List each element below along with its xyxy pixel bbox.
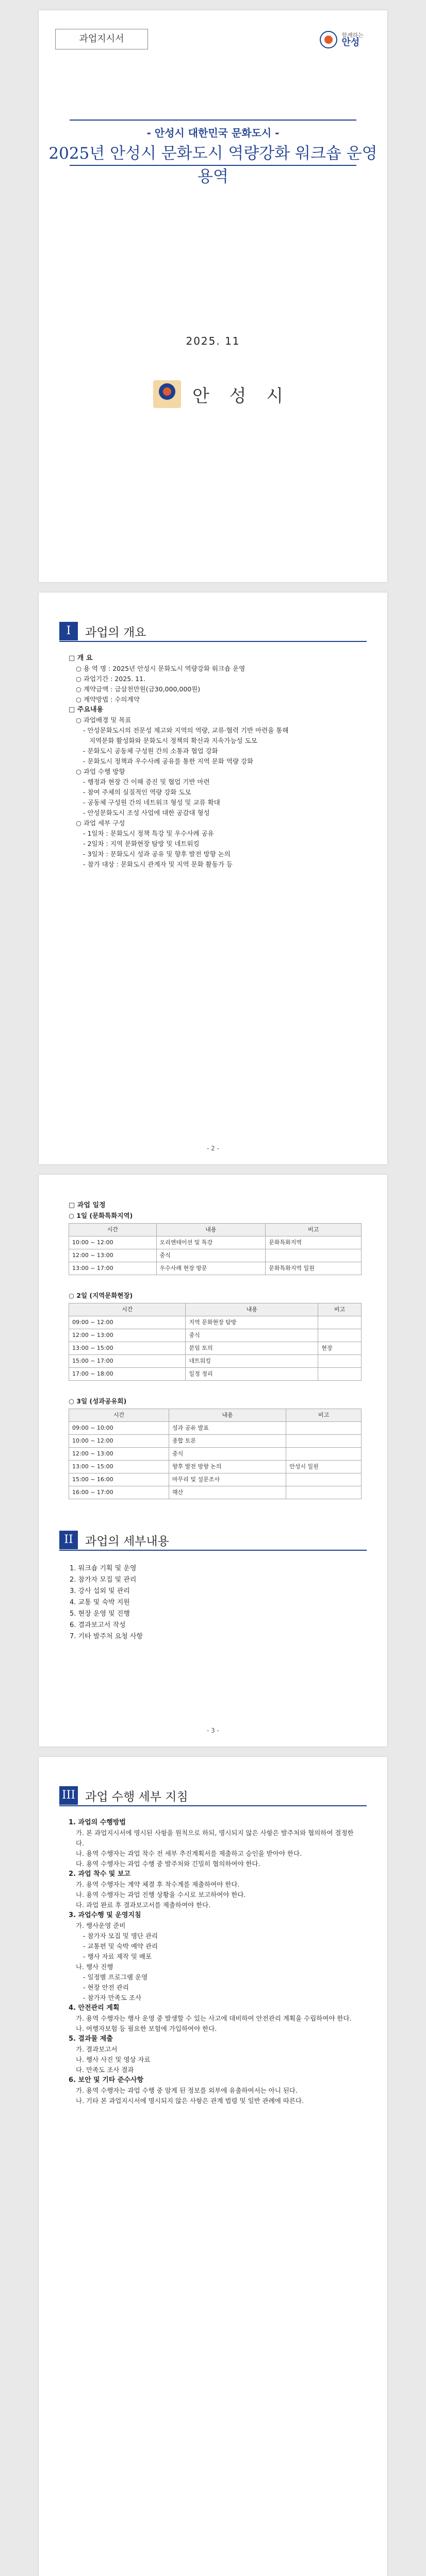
table-row [69, 1329, 362, 1342]
table-header-cell: 내용 [169, 1409, 286, 1422]
table-cell [286, 1473, 362, 1486]
day1-table [69, 1223, 362, 1275]
table-header-cell: 시간 [69, 1409, 169, 1422]
table-cell: 종합 토론 [169, 1435, 286, 1448]
day2-heading: ○ 2일 (지역문화현장) [69, 1292, 133, 1299]
body-line: 6. 보안 및 기타 준수사항 [69, 2076, 144, 2084]
body-line: 나. 용역 수행자는 과업 진행 상황을 수시로 보고하여야 한다. [76, 1891, 246, 1899]
table-header-cell: 내용 [186, 1303, 318, 1316]
table-cell: 향후 발전 방향 논의 [169, 1461, 286, 1473]
body-line: 4. 안전관리 계획 [69, 2004, 120, 2012]
logo-top-text: 함께하는 [341, 32, 364, 39]
table-header-row [69, 1409, 362, 1422]
table-cell: 일정 정리 [186, 1368, 318, 1381]
body-line: - 문화도시 정책과 우수사례 공유를 통한 지역 문화 역량 강화 [83, 757, 254, 765]
body-line: - 행사 자료 제작 및 배포 [83, 1953, 152, 1960]
body-line: ○ 과업 수행 방향 [76, 768, 125, 775]
cover-date: 2025. 11 [186, 335, 240, 347]
page-number: - 2 - [207, 1145, 219, 1152]
body-line: ○ 과업기간 : 2025. 11. [76, 675, 145, 683]
city-logo [320, 31, 364, 48]
table-cell: 문화특화지역 일원 [266, 1262, 362, 1275]
table-cell: 12:00 ~ 13:00 [69, 1329, 186, 1342]
table-header-row [69, 1224, 362, 1236]
table-cell: 10:00 ~ 12:00 [69, 1435, 169, 1448]
body-line: - 2일차 : 지역 문화현장 탐방 및 네트워킹 [83, 840, 200, 848]
body-line: - 참가 대상 : 문화도시 관계자 및 지역 문화 활동가 등 [83, 860, 233, 868]
body-line: □ 주요내용 [69, 706, 104, 714]
org-name: 안 성 시 [192, 385, 291, 406]
table-cell: 오리엔테이션 및 특강 [156, 1236, 266, 1249]
table-cell: 15:00 ~ 16:00 [69, 1473, 169, 1486]
table-cell [266, 1249, 362, 1262]
table-cell: 지역 문화현장 탐방 [186, 1316, 318, 1329]
body-line: 가. 용역 수행자는 과업 수행 중 알게 된 정보를 외부에 유출하여서는 아니 된다. [76, 2087, 298, 2094]
body-line: - 참가자 모집 및 명단 관리 [83, 1932, 158, 1940]
day2-table [69, 1303, 362, 1381]
body-line: 1. 과업의 수행방법 [69, 1819, 126, 1826]
body-line: - 3일차 : 문화도시 성과 공유 및 향후 발전 방향 논의 [83, 850, 231, 858]
body-line: 다. 만족도 조사 결과 [76, 2066, 134, 2074]
table-cell: 안성시 일원 [286, 1461, 362, 1473]
section-number: III [59, 1786, 78, 1805]
table-cell: 분임 토의 [186, 1342, 318, 1355]
section-title: 과업의 개요 [85, 625, 146, 639]
table-cell: 중식 [156, 1249, 266, 1262]
body-line: - 교통편 및 숙박 예약 관리 [83, 1942, 158, 1950]
cover-bottom-rule [70, 165, 356, 166]
table-header-cell: 비고 [318, 1303, 362, 1316]
table-row [69, 1486, 362, 1499]
table-cell: 17:00 ~ 18:00 [69, 1368, 186, 1381]
body-line: 4. 교통 및 숙박 지원 [70, 1599, 130, 1606]
table-header-cell: 시간 [69, 1303, 186, 1316]
table-header-cell: 비고 [266, 1224, 362, 1236]
body-line: □ 개 요 [69, 654, 93, 662]
cover-org [153, 380, 290, 408]
table-cell: 마무리 및 설문조사 [169, 1473, 286, 1486]
table-cell [286, 1486, 362, 1499]
body-line: 나. 여행자보험 등 필요한 보험에 가입하여야 한다. [76, 2025, 217, 2032]
cover-page [39, 10, 387, 582]
section-body [70, 1563, 356, 1642]
body-line: 1. 워크숍 기획 및 운영 [70, 1565, 137, 1572]
schedule-title: □ 과업 일정 [69, 1201, 106, 1209]
body-line: - 참여 주체의 실질적인 역량 강화 도모 [83, 788, 191, 796]
table-cell: 12:00 ~ 13:00 [69, 1249, 157, 1262]
section-number: I [59, 622, 78, 640]
table-cell: 13:00 ~ 15:00 [69, 1461, 169, 1473]
table-cell: 09:00 ~ 10:00 [69, 1422, 169, 1435]
section-header [59, 1786, 367, 1806]
table-row [69, 1461, 362, 1473]
table-cell: 네트워킹 [186, 1355, 318, 1368]
table-cell: 12:00 ~ 13:00 [69, 1448, 169, 1461]
document-type-label: 과업지시서 [55, 29, 148, 49]
table-header-row [69, 1303, 362, 1316]
table-row [69, 1262, 362, 1275]
table-cell: 중식 [186, 1329, 318, 1342]
body-line: 지역문화 활성화와 문화도시 정책의 확산과 지속가능성 도모 [89, 737, 257, 744]
city-logo-icon [320, 31, 337, 48]
body-line: ○ 용 역 명 : 2025년 안성시 문화도시 역량강화 워크숍 운영 [76, 665, 245, 672]
body-line: - 행정과 현장 간 이해 증진 및 협업 기반 마련 [83, 778, 210, 786]
body-line: ○ 과업배경 및 목표 [76, 716, 132, 724]
schedule-section [69, 1200, 362, 1499]
cover-subtitle: - 안성시 대한민국 문화도시 - [146, 127, 280, 139]
body-line: - 현장 안전 관리 [83, 1984, 129, 1991]
section-title: 과업의 세부내용 [85, 1534, 169, 1548]
table-cell: 해산 [169, 1486, 286, 1499]
body-line: 가. 용역 수행자는 행사 운영 중 발생할 수 있는 사고에 대비하여 안전관리 계획을 수립하여야 한다. [76, 2014, 352, 2022]
body-line: ○ 과업 세부 구성 [76, 819, 125, 827]
table-cell: 16:00 ~ 17:00 [69, 1486, 169, 1499]
body-line: 6. 결과보고서 작성 [70, 1621, 126, 1629]
body-line: - 안성문화도시 조성 사업에 대한 공감대 형성 [83, 809, 210, 817]
table-row [69, 1422, 362, 1435]
page-number: - 3 - [207, 1727, 219, 1734]
body-line: - 공동체 구성원 간의 네트워크 형성 및 교류 확대 [83, 799, 220, 806]
body-line: 나. 기타 본 과업지시서에 명시되지 않은 사항은 관계 법령 및 일반 관례에 따른다. [76, 2097, 304, 2105]
table-header-cell: 내용 [156, 1224, 266, 1236]
table-cell: 09:00 ~ 12:00 [69, 1316, 186, 1329]
body-line: - 참가자 만족도 조사 [83, 1994, 142, 2002]
table-cell: 성과 공유 발표 [169, 1422, 286, 1435]
table-cell: 현장 [318, 1342, 362, 1355]
page-section-1 [39, 592, 387, 1164]
table-header-cell: 시간 [69, 1224, 157, 1236]
body-line: 3. 강사 섭외 및 관리 [70, 1587, 130, 1595]
logo-main-text: 안성 [341, 37, 360, 48]
section-title: 과업 수행 세부 지침 [85, 1790, 188, 1804]
table-cell: 15:00 ~ 17:00 [69, 1355, 186, 1368]
table-cell [286, 1422, 362, 1435]
table-cell: 13:00 ~ 17:00 [69, 1262, 157, 1275]
table-cell: 문화특화지역 [266, 1236, 362, 1249]
section-header [59, 621, 367, 642]
day1-heading: ○ 1일 (문화특화지역) [69, 1212, 133, 1219]
table-header-cell: 비고 [286, 1409, 362, 1422]
table-row [69, 1473, 362, 1486]
body-line: 나. 행사 진행 [76, 1963, 113, 1971]
section-number: II [59, 1531, 78, 1549]
body-line: 2. 과업 착수 및 보고 [69, 1870, 130, 1878]
section-body [69, 653, 362, 870]
table-cell: 우수사례 현장 방문 [156, 1262, 266, 1275]
section-header [59, 1530, 367, 1551]
table-cell [318, 1355, 362, 1368]
day3-heading: ○ 3일 (성과공유회) [69, 1397, 127, 1405]
table-cell: 중식 [169, 1448, 286, 1461]
body-line: 가. 행사운영 준비 [76, 1922, 126, 1929]
body-line: 5. 현장 운영 및 진행 [70, 1610, 130, 1618]
page-schedule [39, 1175, 387, 1747]
cover-title: 2025년 안성시 문화도시 역량강화 워크숍 운영 용역 [48, 144, 378, 186]
body-line: 나. 용역 수행자는 과업 착수 전 세부 추진계획서를 제출하고 승인을 받아야 한다. [76, 1850, 302, 1857]
table-cell [286, 1448, 362, 1461]
table-cell [318, 1329, 362, 1342]
day3-table [69, 1409, 362, 1499]
body-line: 가. 결과보고서 [76, 2045, 118, 2053]
body-line: - 1일차 : 문화도시 정책 특강 및 우수사례 공유 [83, 829, 214, 837]
body-line: 2. 참가자 모집 및 관리 [70, 1576, 137, 1584]
table-cell [286, 1435, 362, 1448]
body-line: 가. 용역 수행자는 계약 체결 후 착수계를 제출하여야 한다. [76, 1880, 240, 1888]
body-line: 가. 본 과업지시서에 명시된 사항을 원칙으로 하되, 명시되지 않은 사항은 발주처와 협의하여 결정한다. [76, 1829, 354, 1847]
table-row [69, 1368, 362, 1381]
body-line: 나. 행사 사진 및 영상 자료 [76, 2056, 151, 2063]
body-line: ○ 계약금액 : 금삼천만원(금30,000,000원) [76, 685, 201, 693]
table-row [69, 1316, 362, 1329]
table-row [69, 1236, 362, 1249]
cover-top-rule [70, 120, 356, 121]
body-line: - 문화도시 공동체 구성원 간의 소통과 협업 강화 [83, 747, 218, 755]
city-emblem-icon [153, 380, 181, 408]
body-line: 3. 과업수행 및 운영지침 [69, 1911, 141, 1919]
body-line: ○ 계약방법 : 수의계약 [76, 696, 140, 703]
table-cell: 10:00 ~ 12:00 [69, 1236, 157, 1249]
table-row [69, 1355, 362, 1368]
body-line: 다. 용역 수행자는 과업 수행 중 발주처와 긴밀히 협의하여야 한다. [76, 1860, 260, 1868]
table-row [69, 1435, 362, 1448]
body-line: 5. 결과물 제출 [69, 2035, 113, 2043]
table-cell: 13:00 ~ 15:00 [69, 1342, 186, 1355]
body-line: - 안성문화도시의 전문성 제고와 지역의 역량, 교류·협력 기반 마련을 통해 [83, 726, 289, 734]
table-cell [318, 1368, 362, 1381]
table-cell [318, 1316, 362, 1329]
body-line: 다. 과업 완료 후 결과보고서를 제출하여야 한다. [76, 1901, 211, 1909]
section-body [69, 1818, 362, 2106]
table-row [69, 1249, 362, 1262]
page-section-3 [39, 1757, 387, 2576]
table-row [69, 1448, 362, 1461]
table-row [69, 1342, 362, 1355]
body-line: - 일정별 프로그램 운영 [83, 1973, 148, 1981]
body-line: 7. 기타 발주처 요청 사항 [70, 1633, 143, 1640]
